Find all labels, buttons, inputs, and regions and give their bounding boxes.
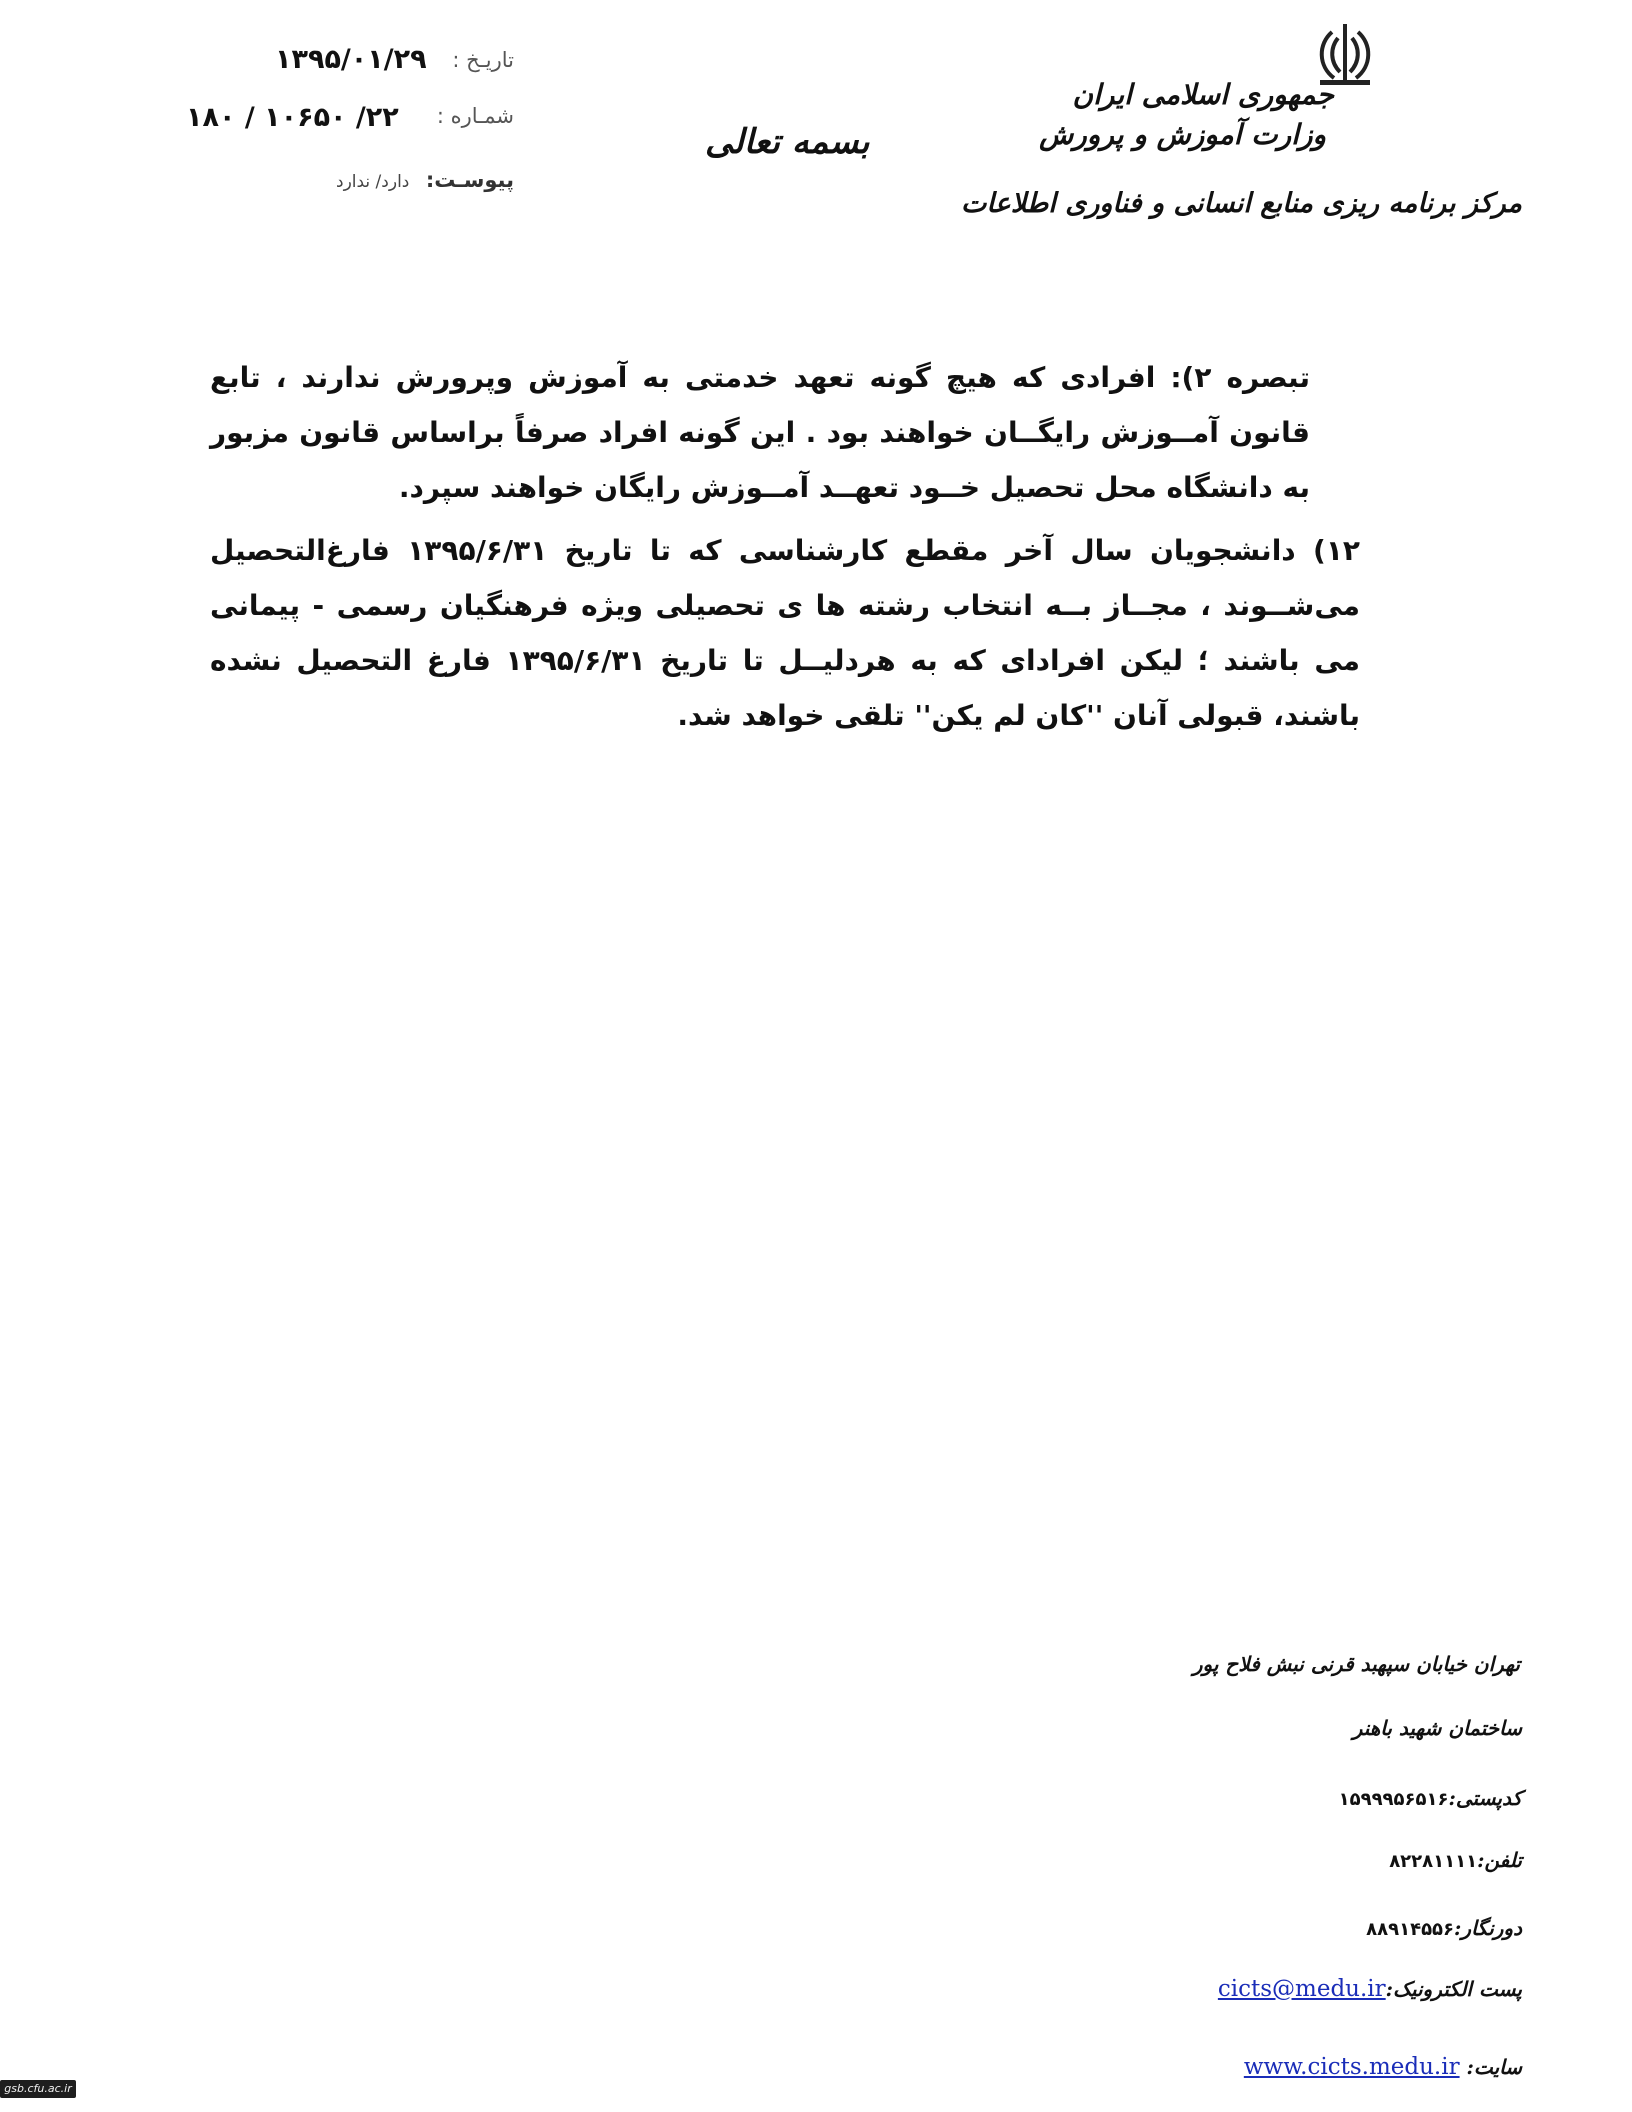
item-12-number: ۱۲)	[1313, 534, 1361, 567]
postal-label: کدپستی:	[1448, 1786, 1522, 1810]
item-12-paragraph	[210, 523, 1360, 743]
website	[1244, 2054, 1522, 2080]
number-label: شمـاره :	[436, 104, 514, 128]
number-value: ۲۲/ ۱۰۶۵۰ / ۱۸۰	[186, 102, 399, 133]
fax-label: دورنگار:	[1454, 1916, 1522, 1940]
fax-value: ۸۸۹۱۴۵۵۶	[1366, 1919, 1455, 1940]
watermark-badge: gsb.cfu.ac.ir	[0, 2080, 76, 2098]
org-department: مرکز برنامه ریزی منابع انسانی و فناوری اطلاعات	[960, 188, 1522, 219]
invocation-heading: بسمه تعالی	[705, 122, 870, 162]
fax	[1366, 1916, 1522, 1940]
phone-value: ۸۲۲۸۱۱۱۱	[1389, 1851, 1478, 1872]
postal-value: ۱۵۹۹۹۵۶۵۱۶	[1338, 1789, 1449, 1810]
attachment-label: پیوسـت:	[425, 168, 514, 192]
phone	[1389, 1848, 1522, 1872]
org-name-line1: جمهوری اسلامی ایران	[1072, 78, 1334, 111]
site-label: سایت:	[1466, 2055, 1522, 2079]
note-2-paragraph: تبصره ۲): افرادی که هیچ گونه تعهد خدمتی به آموزش وپرورش ندارند ، تابع قانون آمــوزش رایگــان خواهند بود . این گونه افراد صرفاً براساس قانون مزبور به دانشگاه محل تحصیل خــود تعهــد آمــوزش رایگان خواهند سپرد.	[210, 361, 1310, 504]
attachment-value: دارد/ ندارد	[336, 172, 410, 192]
address-line2: ساختمان شهید باهنر	[1352, 1716, 1522, 1740]
date-value: ۱۳۹۵/۰۱/۲۹	[275, 44, 427, 75]
item-12-text: دانشجویان سال آخر مقطع کارشناسی که تا تاریخ ۱۳۹۵/۶/۳۱ فارغ‌التحصیل می‌شــوند ، مجــاز بــه انتخاب رشته ها ی تحصیلی ویژه فرهنگیان رسمی - پیمانی می باشند ؛ لیکن افرادای که به هردلیــل تا تاریخ ۱۳۹۵/۶/۳۱ فارغ التحصیل نشده باشند، قبولی آنان ''کان لم یکن'' تلقی خواهد شد.	[210, 534, 1360, 732]
phone-label: تلفن:	[1477, 1848, 1522, 1872]
address-line1: تهران خیابان سپهبد قرنی نبش فلاح پور	[1192, 1652, 1520, 1676]
email	[1218, 1976, 1522, 2002]
website-link[interactable]: www.cicts.medu.ir	[1243, 2054, 1460, 2080]
org-name-line2: وزارت آموزش و پرورش	[1039, 118, 1326, 151]
postal-code	[1339, 1786, 1522, 1810]
date-label: تاریـخ :	[452, 48, 514, 72]
email-label: پست الکترونیک:	[1385, 1977, 1522, 2001]
email-link[interactable]: cicts@medu.ir	[1217, 1976, 1386, 2002]
